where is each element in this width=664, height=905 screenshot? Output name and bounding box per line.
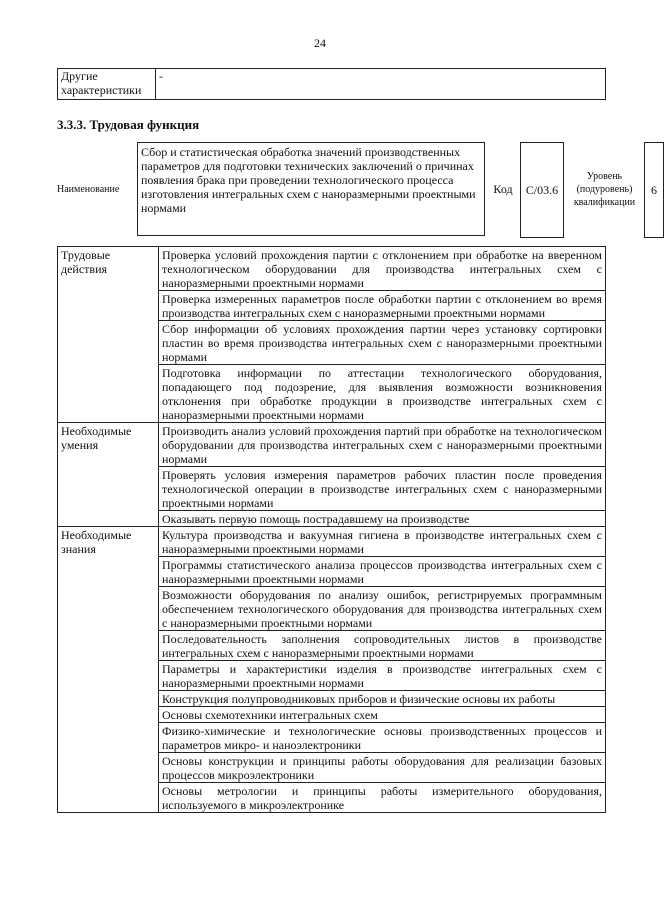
list-item: Программы статистического анализа процессов производства интегральных схем с наноразмерными проектными нормами [159,557,606,587]
section-label-labor-actions: Трудовые действия [58,247,159,423]
function-code-label: Код [493,181,513,196]
list-item: Оказывать первую помощь пострадавшему на производстве [159,511,606,527]
section-label-required-knowledge: Необходимые знания [58,527,159,813]
list-item: Проверка измеренных параметров после обработки партии с отклонением во время производства интегральных схем с наноразмерными проектными нормами [159,291,606,321]
qualification-level: 6 [644,142,664,238]
function-header [57,142,657,238]
list-item: Основы метрологии и принципы работы измерительного оборудования, используемого в микроэлектронике [159,783,606,813]
other-characteristics-label: Другие характеристики [58,69,156,100]
function-name-label: Наименование [57,183,120,195]
list-item: Сбор информации об условиях прохождения партии через установку сортировки пластин во время производства интегральных схем с наноразмерными проектными нормами [159,321,606,365]
section-title: 3.3.3. Трудовая функция [57,117,200,132]
other-characteristics-value: - [156,69,606,100]
function-name: Сбор и статистическая обработка значений производственных параметров для подготовки технических заключений о причинах появления брака при проведении технологического процесса изготовления интегральных схем с наноразмерными проектными нормами [137,142,485,236]
qualification-level-label: Уровень (подуровень) квалификации [573,170,636,208]
list-item: Последовательность заполнения сопроводительных листов в производстве интегральных схем с наноразмерными проектными нормами [159,631,606,661]
function-code: C/03.6 [520,142,564,238]
table-row [58,423,606,467]
table-row [58,527,606,557]
list-item: Культура производства и вакуумная гигиена в производстве интегральных схем с наноразмерными проектными нормами [159,527,606,557]
section-label-required-skills: Необходимые умения [58,423,159,527]
function-details-table [57,246,606,813]
list-item: Конструкция полупроводниковых приборов и физические основы их работы [159,691,606,707]
list-item: Параметры и характеристики изделия в производстве интегральных схем с наноразмерными проектными нормами [159,661,606,691]
list-item: Физико-химические и технологические основы производственных процессов и параметров микро- и наноэлектроники [159,723,606,753]
list-item: Производить анализ условий прохождения партий при обработке на технологическом оборудовании для производства интегральных схем с наноразмерными проектными нормами [159,423,606,467]
list-item: Основы конструкции и принципы работы оборудования для реализации базовых процессов микроэлектроники [159,753,606,783]
list-item: Проверка условий прохождения партии с отклонением при обработке на вверенном технологическом оборудовании для производства интегральных схем с наноразмерными проектными нормами [159,247,606,291]
list-item: Проверять условия измерения параметров рабочих пластин после проведения технологической операции в производстве интегральных схем с наноразмерными проектными нормами [159,467,606,511]
list-item: Основы схемотехники интегральных схем [159,707,606,723]
page-number: 24 [314,36,326,50]
table-row [58,247,606,291]
list-item: Возможности оборудования по анализу ошибок, регистрируемых программным обеспечением технологического оборудования для производства интегральных схем с наноразмерными проектными нормами [159,587,606,631]
other-characteristics-table [57,68,606,100]
list-item: Подготовка информации по аттестации технологического оборудования, попадающего под подозрение, для выявления возможности возникновения отклонения при обработке продукции в производстве интегральных схем с наноразмерными проектными нормами [159,365,606,423]
